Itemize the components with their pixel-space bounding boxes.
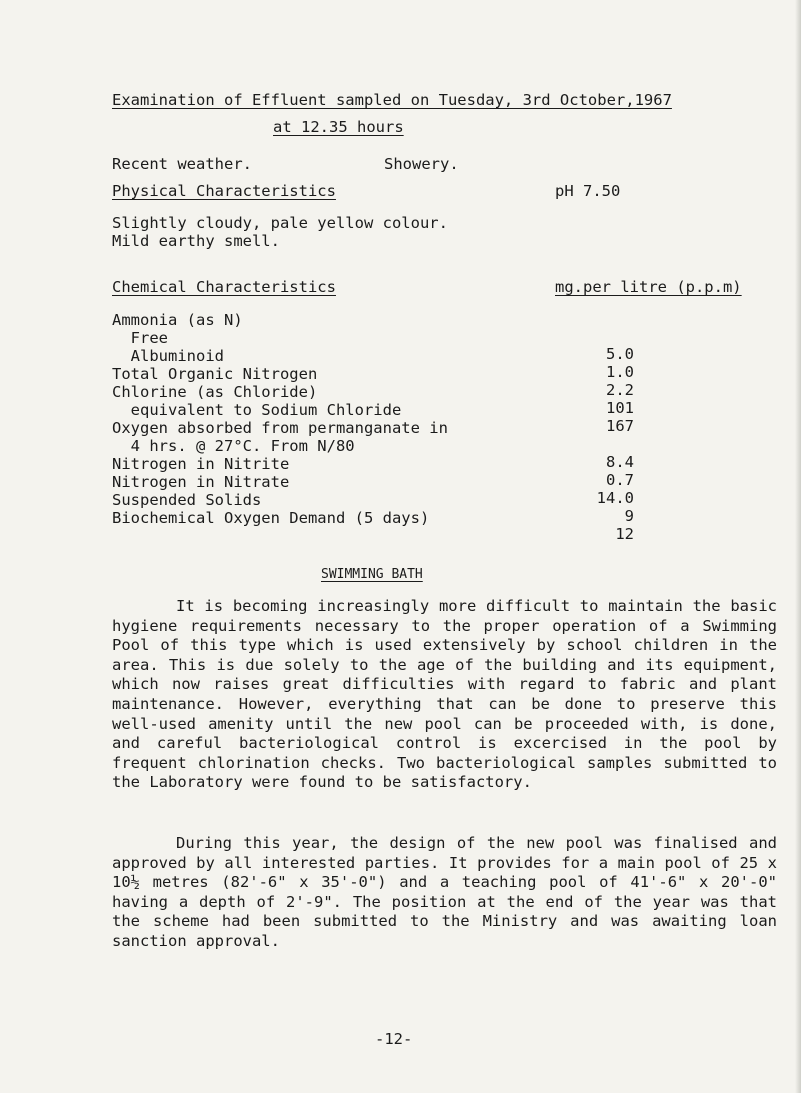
report-time: at 12.35 hours xyxy=(273,118,404,136)
page-edge-shadow xyxy=(795,0,801,1093)
chem-row-label: equivalent to Sodium Chloride xyxy=(112,401,402,419)
chem-row-label: Nitrogen in Nitrite xyxy=(112,455,290,473)
chem-row-value: 9 xyxy=(624,506,634,525)
physical-line-2: Mild earthy smell. xyxy=(112,232,280,250)
chem-row-value: 2.2 xyxy=(606,380,634,399)
chem-row-value: 14.0 xyxy=(596,488,634,507)
swimming-paragraph-2: During this year, the design of the new pool was finalised and approved by all interested parties. It provides for a main pool of 25 x 10½ metres (82'-6" x 35'-0") and a teaching pool of 41'-6" x 20'-0" having a depth of 2'-9". The position at the end of the year was that the scheme had been submitted to the Ministry and was awaiting loan sanction approval. xyxy=(112,834,777,950)
chem-row-label: Suspended Solids xyxy=(112,491,262,509)
chem-row-value: 12 xyxy=(615,524,634,543)
chem-row-value: 101 xyxy=(606,398,634,417)
recent-weather-label: Recent weather. xyxy=(112,155,252,173)
recent-weather-value: Showery. xyxy=(384,155,459,173)
swimming-heading: SWIMMING BATH xyxy=(321,567,423,582)
chem-row-value: 1.0 xyxy=(606,362,634,381)
chem-row-label: Ammonia (as N) xyxy=(112,311,243,329)
chemical-heading: Chemical Characteristics xyxy=(112,278,336,296)
chemical-units: mg.per litre (p.p.m) xyxy=(555,278,742,296)
chem-row-value: 0.7 xyxy=(606,470,634,489)
chem-row-label: Total Organic Nitrogen xyxy=(112,365,318,383)
ph-value: pH 7.50 xyxy=(555,182,621,200)
chem-row-label: Free xyxy=(112,329,168,347)
physical-line-1: Slightly cloudy, pale yellow colour. xyxy=(112,214,448,232)
chem-row-label: Chlorine (as Chloride) xyxy=(112,383,318,401)
chem-row-label: Nitrogen in Nitrate xyxy=(112,473,290,491)
report-title: Examination of Effluent sampled on Tuesday, 3rd October,1967 xyxy=(112,91,672,109)
chem-row-value: 8.4 xyxy=(606,452,634,471)
physical-heading: Physical Characteristics xyxy=(112,182,336,200)
chem-row-value: 167 xyxy=(606,416,634,435)
chem-row-label: Biochemical Oxygen Demand (5 days) xyxy=(112,509,430,527)
chem-row-label: 4 hrs. @ 27°C. From N/80 xyxy=(112,437,355,455)
chem-row-value: 5.0 xyxy=(606,344,634,363)
page-number: -12- xyxy=(375,1030,413,1048)
chem-row-label: Oxygen absorbed from permanganate in xyxy=(112,419,448,437)
swimming-paragraph-1: It is becoming increasingly more difficult to maintain the basic hygiene requirements necessary to the proper operation of a Swimming Pool of this type which is used extensively by school children in the area. This is due solely to the age of the building and its equipment, which now raises great difficulties with regard to fabric and plant maintenance. However, everything that can be done to preserve this well-used amenity until the new pool can be proceeded with, is done, and careful bacteriological control is excercised in the pool by frequent chlorination checks. Two bacteriological samples submitted to the Laboratory were found to be satisfactory. xyxy=(112,597,777,792)
chem-row-label: Albuminoid xyxy=(112,347,224,365)
